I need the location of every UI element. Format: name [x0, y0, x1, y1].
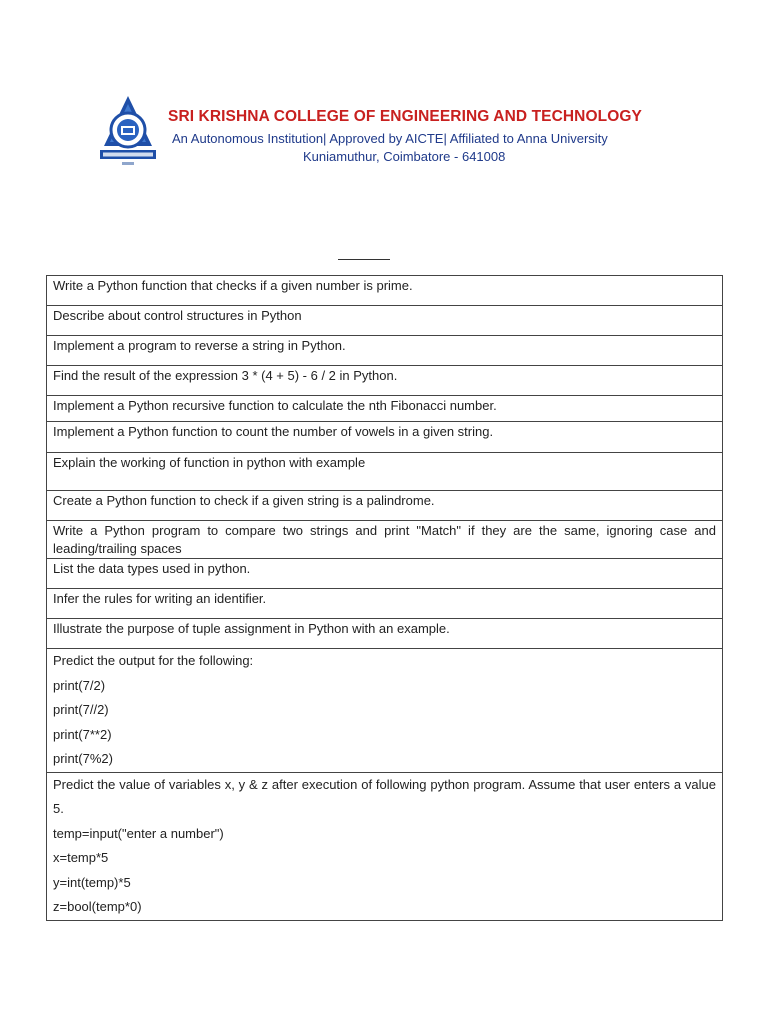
college-name: SRI KRISHNA COLLEGE OF ENGINEERING AND TECHNOLOGY [168, 108, 642, 125]
question-text: Create a Python function to check if a given string is a palindrome. [53, 493, 435, 508]
question-text: Predict the output for the following: [53, 653, 254, 668]
table-row [47, 521, 723, 559]
table-row [47, 366, 723, 396]
question-text: Describe about control structures in Python [53, 308, 302, 323]
code-line: y=int(temp)*5 [53, 874, 131, 890]
table-row [47, 649, 723, 773]
table-row [47, 589, 723, 619]
title-underline [338, 259, 390, 260]
question-text: Implement a program to reverse a string in Python. [53, 338, 346, 353]
code-line: temp=input("enter a number") [53, 825, 224, 841]
table-row [47, 422, 723, 453]
table-row [47, 619, 723, 649]
table-row [47, 306, 723, 336]
question-text: Implement a Python function to count the number of vowels in a given string. [53, 424, 494, 439]
college-crest-icon [96, 94, 160, 172]
question-text: Write a Python function that checks if a given number is prime. [53, 278, 413, 293]
code-line: z=bool(temp*0) [53, 899, 142, 914]
code-line: x=temp*5 [53, 850, 109, 865]
question-text: Explain the working of function in python with example [53, 455, 366, 470]
code-line: print(7%2) [53, 751, 113, 766]
question-text: Predict the value of variables x, y & z after execution of following python program. Assume that user enters a value 5. [53, 776, 716, 816]
question-text: Implement a Python recursive function to calculate the nth Fibonacci number. [53, 398, 497, 413]
code-line: print(7**2) [53, 726, 112, 742]
code-line: print(7/2) [53, 677, 106, 693]
table-row [47, 453, 723, 491]
question-text: Write a Python program to compare two strings and print "Match" if they are the same, ignoring case and leading/trailing spaces [53, 523, 716, 556]
table-row [47, 336, 723, 366]
table-row [47, 396, 723, 422]
question-text: Find the result of the expression 3 * (4 + 5) - 6 / 2 in Python. [53, 368, 398, 383]
college-header [96, 94, 696, 174]
code-line: print(7//2) [53, 702, 109, 717]
college-address: Kuniamuthur, Coimbatore - 641008 [303, 149, 506, 164]
question-table [46, 275, 723, 921]
table-row [47, 276, 723, 306]
question-text: Illustrate the purpose of tuple assignment in Python with an example. [53, 621, 450, 636]
table-row [47, 772, 723, 920]
table-row [47, 491, 723, 521]
question-text: Infer the rules for writing an identifier. [53, 591, 267, 606]
college-affiliation: An Autonomous Institution| Approved by AICTE| Affiliated to Anna University [172, 131, 608, 146]
table-row [47, 559, 723, 589]
question-text: List the data types used in python. [53, 561, 251, 576]
